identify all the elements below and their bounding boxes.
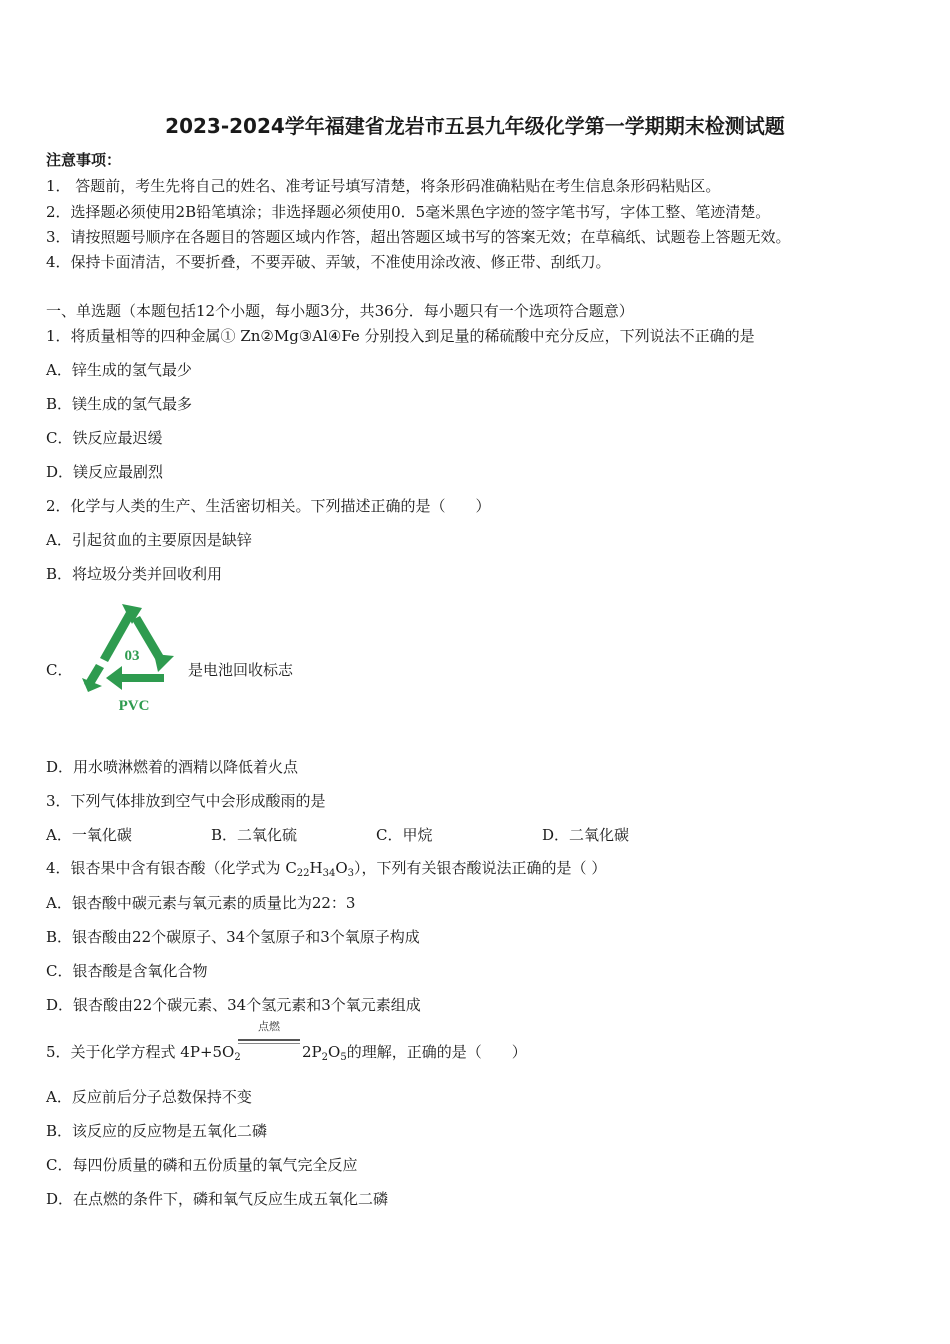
question-3-option-b: B．二氧化硫 <box>211 826 298 844</box>
question-4-option-d: D．银杏酸由22个碳元素、34个氢元素和3个氧元素组成 <box>46 996 421 1014</box>
question-2-option-d: D．用水喷淋燃着的酒精以降低着火点 <box>46 758 299 776</box>
recycle-number: 03 <box>124 648 140 664</box>
formula-sub-h: 34 <box>322 868 336 879</box>
equation-arrow-line <box>238 1039 300 1041</box>
formula-h: H <box>309 859 323 877</box>
question-5-option-c: C．每四份质量的磷和五份质量的氧气完全反应 <box>46 1156 358 1174</box>
equation-sub-p: 2 <box>321 1052 329 1063</box>
question-5-option-b: B．该反应的反应物是五氧化二磷 <box>46 1122 268 1140</box>
equation-product-p: 2P <box>302 1043 322 1061</box>
notice-item-2: 2．选择题必须使用2B铅笔填涂；非选择题必须使用0．5毫米黑色字迹的签字笔书写，字体工整、笔迹清楚。 <box>46 203 771 221</box>
question-3-option-d: D．二氧化碳 <box>542 826 630 844</box>
question-1-option-d: D．镁反应最剧烈 <box>46 463 164 481</box>
question-1-option-c: C．铁反应最迟缓 <box>46 429 163 447</box>
notice-item-3: 3．请按照题号顺序在各题目的答题区域内作答，超出答题区域书写的答案无效；在草稿纸、试题卷上答题无效。 <box>46 228 791 246</box>
equation-arrow-line-2 <box>238 1043 300 1044</box>
question-3-option-a: A．一氧化碳 <box>46 826 132 844</box>
question-2-option-c-prefix: C． <box>46 661 73 679</box>
question-5-option-d: D．在点燃的条件下，磷和氧气反应生成五氧化二磷 <box>46 1190 389 1208</box>
question-1-stem: 1．将质量相等的四种金属① Zn②Mg③Al④Fe 分别投入到足量的稀硫酸中充分反应，下列说法不正确的是 <box>46 327 755 345</box>
notice-item-1: 1． 答题前，考生先将自己的姓名、准考证号填写清楚，将条形码准确粘贴在考生信息条形码粘贴区。 <box>46 177 721 195</box>
equation-sub-o: 5 <box>340 1052 347 1063</box>
question-1-option-a: A．锌生成的氢气最少 <box>46 361 192 379</box>
question-5-option-a: A．反应前后分子总数保持不变 <box>46 1088 252 1106</box>
formula-sub-c: 22 <box>296 868 310 879</box>
question-4-stem-before: 4．银杏果中含有银杏酸（化学式为 C <box>46 859 297 877</box>
question-2-stem: 2．化学与人类的生产、生活密切相关。下列描述正确的是（ ） <box>46 497 491 515</box>
recycle-symbol-icon <box>78 598 188 716</box>
question-5-stem-before: 5．关于化学方程式 4P+5O <box>46 1043 235 1061</box>
question-4-option-a: A．银杏酸中碳元素与氧元素的质量比为22：3 <box>46 894 356 912</box>
recycle-label: PVC <box>118 698 150 714</box>
question-1-option-b: B．镁生成的氢气最多 <box>46 395 193 413</box>
question-4-stem <box>46 858 606 878</box>
question-5-stem-right <box>302 1042 527 1062</box>
equation-product-o: O <box>328 1043 341 1061</box>
formula-o: O <box>335 859 348 877</box>
question-3-stem: 3．下列气体排放到空气中会形成酸雨的是 <box>46 792 326 810</box>
notice-heading: 注意事项： <box>46 151 122 169</box>
notice-item-4: 4．保持卡面清洁，不要折叠，不要弄破、弄皱，不准使用涂改液、修正带、刮纸刀。 <box>46 253 611 271</box>
section-heading: 一、单选题（本题包括12个小题，每小题3分，共36分．每小题只有一个选项符合题意） <box>46 302 634 320</box>
question-2-option-b: B．将垃圾分类并回收利用 <box>46 565 223 583</box>
question-5-stem-left <box>46 1042 241 1062</box>
question-3-option-c: C．甲烷 <box>376 826 433 844</box>
question-2-option-c-text: 是电池回收标志 <box>188 661 294 679</box>
question-2-option-a: A．引起贫血的主要原因是缺锌 <box>46 531 252 549</box>
equation-condition: 点燃 <box>258 1020 280 1033</box>
page-title: 2023-2024学年福建省龙岩市五县九年级化学第一学期期末检测试题 <box>165 114 785 138</box>
question-4-stem-after: ），下列有关银杏酸说法正确的是（ ） <box>354 859 607 877</box>
formula-sub-o: 3 <box>347 868 355 879</box>
question-5-stem-after: 的理解，正确的是（ ） <box>346 1043 527 1061</box>
equation-sub-o2: 2 <box>234 1052 241 1063</box>
question-4-option-c: C．银杏酸是含氧化合物 <box>46 962 208 980</box>
question-4-option-b: B．银杏酸由22个碳原子、34个氢原子和3个氧原子构成 <box>46 928 420 946</box>
